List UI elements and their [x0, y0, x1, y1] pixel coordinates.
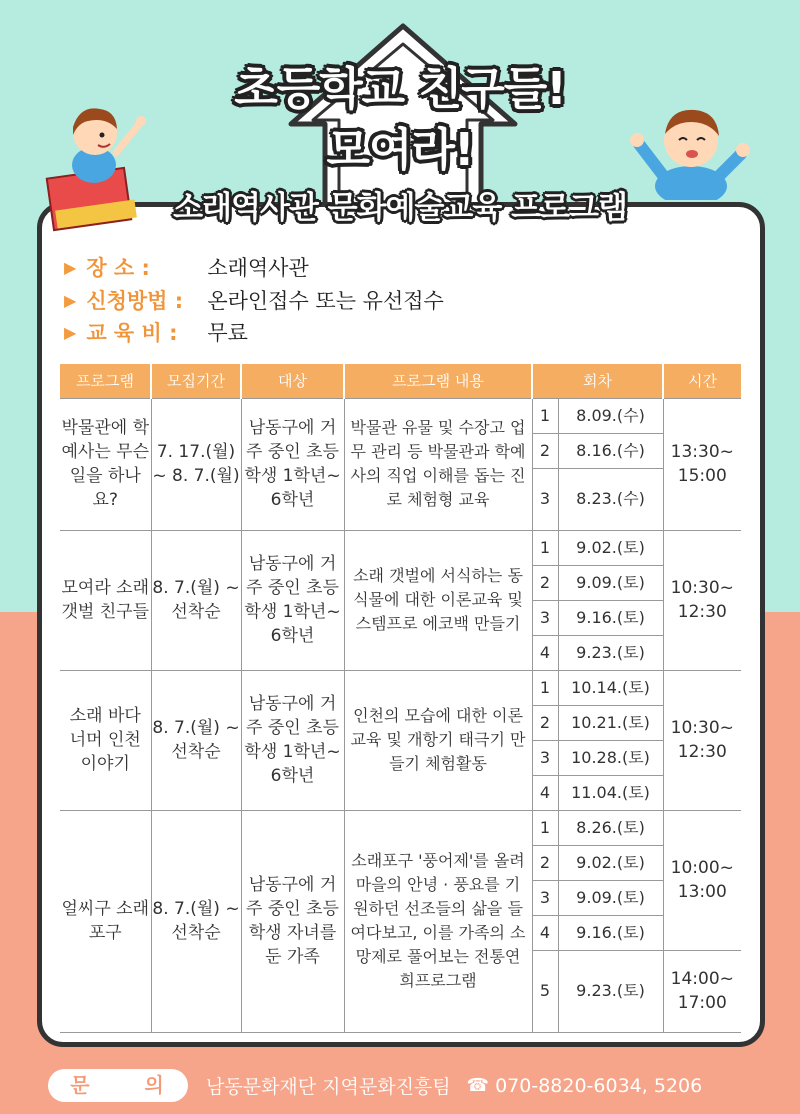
- info-value: 소래역사관: [207, 256, 309, 280]
- info-value: 온라인접수 또는 유선접수: [207, 289, 444, 313]
- target: 남동구에 거주 중인 초등학생 1학년~ 6학년: [241, 670, 344, 810]
- session-time: 14:00~ 17:00: [663, 950, 741, 1032]
- session-date: 10.14.(토): [558, 670, 663, 705]
- session-date: 9.23.(토): [558, 950, 663, 1032]
- session-number: 3: [532, 880, 558, 915]
- session-time: 13:30~ 15:00: [663, 398, 741, 530]
- session-date: 8.23.(수): [558, 468, 663, 530]
- target: 남동구에 거주 중인 초등학생 자녀를 둔 가족: [241, 810, 344, 1032]
- column-header: 프로그램: [60, 364, 151, 398]
- phone-icon: ☎: [466, 1075, 490, 1096]
- info-application: [64, 285, 444, 315]
- contact-label: 문 의: [48, 1069, 188, 1102]
- triangle-bullet-icon: ▶: [64, 290, 77, 310]
- program-content: 소래포구 '풍어제'를 올려 마을의 안녕 · 풍요를 기원하던 선조들의 삶을 들여다보고, 이를 가족의 소망제로 풀어보는 전통연희프로그램: [344, 810, 532, 1032]
- session-number: 4: [532, 915, 558, 950]
- session-date: 9.09.(토): [558, 880, 663, 915]
- session-date: 9.02.(토): [558, 530, 663, 565]
- session-number: 2: [532, 845, 558, 880]
- column-header: 프로그램 내용: [344, 364, 532, 398]
- column-header: 회차: [532, 364, 663, 398]
- session-number: 1: [532, 398, 558, 433]
- session-date: 9.16.(토): [558, 915, 663, 950]
- info-value: 무료: [207, 321, 248, 345]
- info-label: 신청방법 :: [86, 289, 184, 313]
- info-fee: [64, 317, 248, 347]
- session-date: 10.21.(토): [558, 705, 663, 740]
- recruit-period: 8. 7.(월) ~ 선착순: [151, 670, 241, 810]
- recruit-period: 8. 7.(월) ~ 선착순: [151, 530, 241, 670]
- session-date: 9.16.(토): [558, 600, 663, 635]
- session-time: 10:00~ 13:00: [663, 810, 741, 950]
- program-name: 얼씨구 소래포구: [60, 810, 151, 1032]
- session-number: 3: [532, 468, 558, 530]
- program-name: 소래 바다 너머 인천 이야기: [60, 670, 151, 810]
- session-number: 4: [532, 635, 558, 670]
- session-number: 3: [532, 740, 558, 775]
- session-number: 1: [532, 810, 558, 845]
- contact-organization: 남동문화재단 지역문화진흥팀: [206, 1076, 451, 1098]
- recruit-period: 7. 17.(월) ~ 8. 7.(월): [151, 398, 241, 530]
- session-date: 8.16.(수): [558, 433, 663, 468]
- program-subtitle: 소래역사관 문화예술교육 프로그램: [173, 190, 627, 226]
- session-number: 1: [532, 530, 558, 565]
- waving-kid-illustration: [625, 100, 755, 200]
- session-date: 9.23.(토): [558, 635, 663, 670]
- session-number: 4: [532, 775, 558, 810]
- table-row: [60, 670, 741, 705]
- triangle-bullet-icon: ▶: [64, 322, 77, 342]
- session-number: 2: [532, 433, 558, 468]
- recruit-period: 8. 7.(월) ~ 선착순: [151, 810, 241, 1032]
- kid-with-book-illustration: [40, 95, 170, 235]
- table-row: [60, 530, 741, 565]
- session-date: 9.09.(토): [558, 565, 663, 600]
- session-number: 3: [532, 600, 558, 635]
- program-content: 인천의 모습에 대한 이론교육 및 개항기 태극기 만들기 체험활동: [344, 670, 532, 810]
- column-header: 시간: [663, 364, 741, 398]
- target: 남동구에 거주 중인 초등학생 1학년~ 6학년: [241, 530, 344, 670]
- table-row: [60, 810, 741, 845]
- main-title-line1: 초등학교 친구들!: [234, 62, 566, 115]
- session-number: 5: [532, 950, 558, 1032]
- program-schedule-table: [60, 364, 741, 1033]
- session-date: 8.09.(수): [558, 398, 663, 433]
- table-header-row: [60, 364, 741, 398]
- session-date: 11.04.(토): [558, 775, 663, 810]
- contact-phone: 070-8820-6034, 5206: [495, 1074, 703, 1097]
- main-title-line2: 모여라!: [326, 123, 474, 176]
- session-number: 1: [532, 670, 558, 705]
- session-date: 9.02.(토): [558, 845, 663, 880]
- column-header: 대상: [241, 364, 344, 398]
- session-date: 10.28.(토): [558, 740, 663, 775]
- target: 남동구에 거주 중인 초등학생 1학년~ 6학년: [241, 398, 344, 530]
- session-time: 10:30~ 12:30: [663, 670, 741, 810]
- program-name: 모여라 소래 갯벌 친구들: [60, 530, 151, 670]
- session-time: 10:30~ 12:30: [663, 530, 741, 670]
- session-number: 2: [532, 705, 558, 740]
- contact-bar: [48, 1069, 753, 1102]
- info-label: 교 육 비 :: [86, 321, 178, 345]
- table-row: [60, 398, 741, 433]
- info-label: 장 소 :: [86, 256, 150, 280]
- program-content: 소래 갯벌에 서식하는 동식물에 대한 이론교육 및 스템프로 에코백 만들기: [344, 530, 532, 670]
- column-header: 모집기간: [151, 364, 241, 398]
- session-date: 8.26.(토): [558, 810, 663, 845]
- session-number: 2: [532, 565, 558, 600]
- program-content: 박물관 유물 및 수장고 업무 관리 등 박물관과 학예사의 직업 이해를 돕는 진로 체험형 교육: [344, 398, 532, 530]
- info-location: [64, 252, 309, 282]
- triangle-bullet-icon: ▶: [64, 257, 77, 277]
- program-name: 박물관에 학예사는 무슨 일을 하나요?: [60, 398, 151, 530]
